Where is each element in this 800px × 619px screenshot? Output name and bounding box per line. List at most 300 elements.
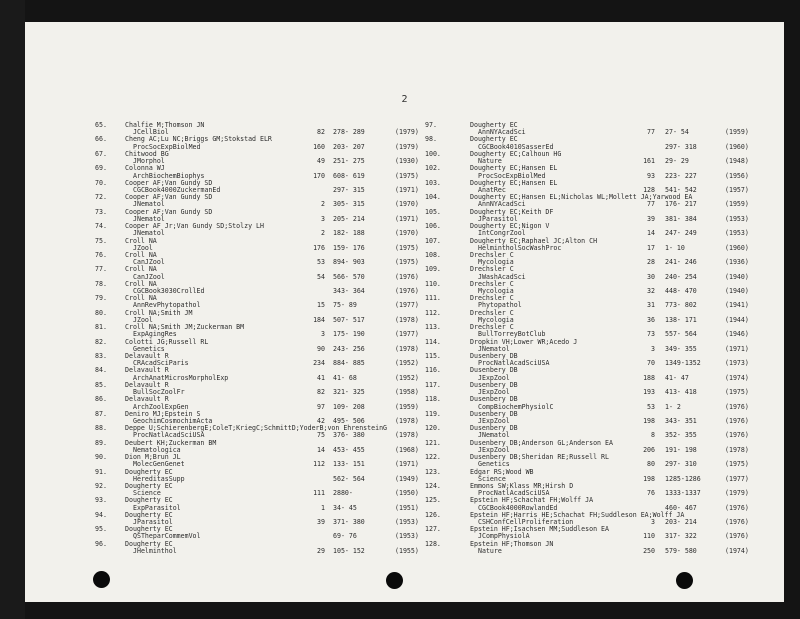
- reference-pages: 495- 506: [333, 416, 365, 425]
- reference-volume: 193: [643, 388, 655, 397]
- reference-authors: Drechsler C: [470, 279, 514, 288]
- reference-journal: JNematol: [133, 200, 165, 209]
- reference-number: 76.: [95, 250, 107, 259]
- reference-entry: [95, 440, 427, 454]
- reference-authors: Croll NA: [125, 250, 157, 259]
- reference-year: (1953): [725, 214, 749, 223]
- reference-year: (1978): [395, 416, 419, 425]
- reference-number: 120.: [425, 424, 441, 433]
- reference-number: 97.: [425, 121, 437, 129]
- reference-authors: Dusenbery DB: [470, 424, 518, 433]
- reference-pages: 41- 47: [665, 373, 689, 382]
- reference-volume: 49: [317, 157, 325, 166]
- reference-year: (1975): [395, 258, 419, 267]
- reference-entry: [95, 382, 427, 396]
- reference-year: (1953): [395, 532, 419, 541]
- reference-number: 100.: [425, 149, 441, 158]
- reference-pages: 557- 564: [665, 330, 697, 339]
- reference-entry: [425, 339, 757, 353]
- reference-authors: Deniro MJ;Epstein S: [125, 409, 201, 418]
- reference-pages: 773- 802: [665, 301, 697, 310]
- reference-authors: Emmons SW;Klass MR;Hirsh D: [470, 481, 574, 490]
- reference-volume: 3: [321, 330, 325, 339]
- reference-year: (1959): [725, 200, 749, 209]
- reference-volume: 8: [651, 431, 655, 440]
- reference-authors: Drechsler C: [470, 250, 514, 259]
- reference-entry: [425, 411, 757, 425]
- reference-pages: 205- 214: [333, 214, 365, 223]
- reference-number: 118.: [425, 395, 441, 404]
- reference-journal: AnnRevPhytopathol: [133, 301, 201, 310]
- reference-authors: Dougherty EC: [125, 467, 173, 476]
- reference-year: (1978): [395, 315, 419, 324]
- reference-authors: Dion M;Brun JL: [125, 453, 181, 462]
- reference-volume: 41: [317, 373, 325, 382]
- reference-journal: GeochimCosmochimActa: [133, 416, 213, 425]
- reference-authors: Chitwood BG: [125, 149, 169, 158]
- reference-entry: [95, 425, 427, 439]
- reference-journal: HereditasSupp: [133, 474, 185, 483]
- reference-pages: 1- 2: [665, 402, 681, 411]
- reference-entry: [95, 209, 427, 223]
- reference-volume: 206: [643, 445, 655, 454]
- reference-pages: 278- 289: [333, 128, 365, 137]
- reference-journal: ProcSocExpBiolMed: [133, 142, 201, 151]
- reference-journal: JZool: [133, 315, 153, 324]
- reference-entry: [95, 266, 427, 280]
- reference-entry: [425, 469, 757, 483]
- reference-pages: 349- 355: [665, 344, 697, 353]
- reference-journal: HelmintholSocWashProc: [478, 243, 562, 252]
- reference-pages: 566- 570: [333, 272, 365, 281]
- reference-journal: JNematol: [478, 431, 510, 440]
- reference-volume: 14: [317, 445, 325, 454]
- reference-entry: [95, 281, 427, 295]
- reference-volume: 2: [321, 200, 325, 209]
- reference-journal: Nematologica: [133, 445, 181, 454]
- reference-volume: 39: [647, 214, 655, 223]
- reference-volume: 39: [317, 518, 325, 526]
- reference-number: 126.: [425, 510, 441, 519]
- reference-year: (1940): [725, 272, 749, 281]
- reference-entry: [425, 194, 757, 208]
- reference-number: 96.: [95, 539, 107, 548]
- reference-pages: 562- 564: [333, 474, 365, 483]
- reference-pages: 41- 68: [333, 373, 357, 382]
- reference-pages: 138- 171: [665, 315, 697, 324]
- reference-volume: 53: [317, 258, 325, 267]
- reference-number: 70.: [95, 178, 107, 187]
- reference-number: 90.: [95, 453, 107, 462]
- reference-year: (1975): [395, 171, 419, 180]
- reference-authors: Croll NA: [125, 236, 157, 245]
- reference-number: 102.: [425, 164, 441, 173]
- reference-journal: JNematol: [133, 229, 165, 238]
- reference-entry: [95, 122, 427, 136]
- reference-number: 86.: [95, 395, 107, 404]
- reference-number: 112.: [425, 308, 441, 317]
- reference-journal: ArchBiochemBiophys: [133, 171, 205, 180]
- reference-number: 75.: [95, 236, 107, 245]
- reference-entry: [95, 194, 427, 208]
- reference-authors: Epstein HF;Isachsen MM;Suddleson EA: [470, 525, 609, 534]
- reference-journal: MolecGenGenet: [133, 460, 185, 469]
- reference-pages: 243- 256: [333, 344, 365, 353]
- reference-entry: [95, 151, 427, 165]
- reference-entry: [95, 353, 427, 367]
- reference-volume: 77: [647, 200, 655, 209]
- reference-authors: Dougherty EC: [125, 525, 173, 534]
- reference-number: 83.: [95, 352, 107, 360]
- punch-hole: [93, 571, 110, 588]
- reference-authors: Deppe U;SchierenbergE;ColeT;KriegC;SchmittD;YoderB;von EhrensteinG: [125, 424, 388, 433]
- reference-year: (1978): [725, 445, 749, 454]
- reference-pages: 1333-1337: [665, 489, 701, 498]
- reference-entry: [95, 541, 427, 555]
- reference-entry: [425, 382, 757, 396]
- reference-volume: 111: [313, 489, 325, 498]
- reference-authors: Dusenbery DB: [470, 352, 518, 360]
- reference-authors: Delavault R: [125, 380, 169, 389]
- reference-volume: 3: [651, 518, 655, 526]
- reference-number: 123.: [425, 467, 441, 476]
- reference-entry: [95, 324, 427, 338]
- reference-authors: Croll NA;Smith JM;Zuckerman BM: [125, 323, 245, 332]
- reference-volume: 76: [647, 489, 655, 498]
- reference-authors: Dougherty EC: [470, 135, 518, 144]
- reference-authors: Dougherty EC;Hansen EL;Nicholas WL;Mollett JA;Yarwood EA: [470, 193, 693, 202]
- reference-journal: Nature: [478, 546, 502, 555]
- reference-pages: 884- 885: [333, 359, 365, 368]
- reference-number: 115.: [425, 352, 441, 360]
- reference-year: (1975): [395, 243, 419, 252]
- reference-number: 85.: [95, 380, 107, 389]
- reference-pages: 343- 351: [665, 416, 697, 425]
- reference-entry: [425, 512, 757, 526]
- reference-volume: 70: [647, 359, 655, 368]
- reference-number: 124.: [425, 481, 441, 490]
- reference-authors: Croll NA: [125, 265, 157, 274]
- reference-journal: ExpParasitol: [133, 503, 181, 512]
- reference-pages: 1349-1352: [665, 359, 701, 368]
- reference-number: 106.: [425, 222, 441, 231]
- reference-volume: 2: [321, 229, 325, 238]
- reference-number: 77.: [95, 265, 107, 274]
- reference-volume: 17: [647, 243, 655, 252]
- reference-year: (1948): [725, 157, 749, 166]
- reference-pages: 376- 380: [333, 431, 365, 440]
- reference-volume: 234: [313, 359, 325, 368]
- reference-entry: [425, 497, 757, 511]
- reference-year: (1951): [395, 503, 419, 512]
- reference-journal: JCompPhysiolA: [478, 532, 530, 541]
- reference-number: 104.: [425, 193, 441, 202]
- reference-journal: CompBiochemPhysiolC: [478, 402, 554, 411]
- reference-year: (1944): [725, 315, 749, 324]
- reference-entry: [425, 136, 757, 150]
- reference-pages: 579- 580: [665, 546, 697, 555]
- reference-number: 93.: [95, 496, 107, 505]
- reference-number: 81.: [95, 323, 107, 332]
- reference-entry: [425, 310, 757, 324]
- reference-entry: [425, 541, 757, 555]
- reference-number: 108.: [425, 250, 441, 259]
- reference-authors: Cooper AF;Van Gundy SD: [125, 178, 213, 187]
- reference-journal: Nature: [478, 157, 502, 166]
- reference-journal: Genetics: [478, 460, 510, 469]
- reference-year: (1970): [395, 229, 419, 238]
- reference-authors: Cooper AF Jr;Van Gundy SD;Stolzy LH: [125, 222, 264, 231]
- reference-journal: Genetics: [133, 344, 165, 353]
- reference-number: 119.: [425, 409, 441, 418]
- reference-journal: JMorphol: [133, 157, 165, 166]
- reference-pages: 175- 190: [333, 330, 365, 339]
- reference-volume: 160: [313, 142, 325, 151]
- reference-authors: Croll NA: [125, 294, 157, 303]
- reference-volume: 3: [321, 214, 325, 223]
- reference-journal: Phytopathol: [478, 301, 522, 310]
- reference-volume: 82: [317, 128, 325, 137]
- reference-entry: [95, 165, 427, 179]
- reference-authors: Delavault R: [125, 395, 169, 404]
- reference-journal: ExpAgingRes: [133, 330, 177, 339]
- reference-entry: [425, 151, 757, 165]
- reference-authors: Epstein HF;Schachat FH;Wolff JA: [470, 496, 594, 505]
- reference-journal: JExpZool: [478, 373, 510, 382]
- reference-entry: [95, 310, 427, 324]
- reference-pages: 27- 54: [665, 128, 689, 137]
- reference-number: 105.: [425, 207, 441, 216]
- reference-authors: Croll NA: [125, 279, 157, 288]
- reference-journal: ProcNatlAcadSciUSA: [478, 359, 550, 368]
- reference-volume: 3: [651, 344, 655, 353]
- reference-entry: [95, 367, 427, 381]
- reference-authors: Dougherty EC;Keith DF: [470, 207, 554, 216]
- reference-year: (1976): [725, 503, 749, 512]
- reference-year: (1971): [395, 214, 419, 223]
- reference-pages: 29- 29: [665, 157, 689, 166]
- reference-volume: 170: [313, 171, 325, 180]
- reference-journal: Mycologia: [478, 315, 514, 324]
- reference-entry: [425, 324, 757, 338]
- reference-authors: Drechsler C: [470, 265, 514, 274]
- reference-number: 74.: [95, 222, 107, 231]
- reference-volume: 53: [647, 402, 655, 411]
- reference-number: 127.: [425, 525, 441, 534]
- reference-entry: [95, 512, 427, 526]
- reference-year: (1976): [725, 532, 749, 541]
- reference-journal: CGCBook4000RowlandEd: [478, 503, 558, 512]
- reference-journal: JHelminthol: [133, 546, 177, 555]
- reference-pages: 109- 208: [333, 402, 365, 411]
- reference-pages: 297- 310: [665, 460, 697, 469]
- reference-volume: 198: [643, 474, 655, 483]
- reference-authors: Dougherty EC;Nigon V: [470, 222, 550, 231]
- reference-pages: 371- 380: [333, 518, 365, 526]
- reference-year: (1959): [725, 128, 749, 137]
- reference-volume: 32: [647, 287, 655, 295]
- reference-journal: JParasitol: [133, 518, 173, 526]
- reference-number: 80.: [95, 308, 107, 317]
- document-page: [25, 22, 784, 602]
- reference-entry: [425, 122, 757, 136]
- reference-pages: 352- 355: [665, 431, 697, 440]
- reference-journal: JCellBiol: [133, 128, 169, 137]
- reference-year: (1960): [725, 142, 749, 151]
- reference-volume: 82: [317, 388, 325, 397]
- reference-entry: [425, 209, 757, 223]
- reference-journal: ProcNatlAcadSciUSA: [478, 489, 550, 498]
- reference-authors: Cheng AC;Lu NC;Briggs GM;Stokstad ELR: [125, 135, 272, 144]
- reference-journal: CGCBook4000ZuckermanEd: [133, 185, 221, 194]
- reference-year: (1978): [395, 431, 419, 440]
- reference-authors: Dougherty EC: [125, 481, 173, 490]
- reference-entry: [425, 483, 757, 497]
- reference-number: 65.: [95, 121, 107, 129]
- reference-authors: Dusenbery DB;Sheridan RE;Russell RL: [470, 453, 609, 462]
- reference-entry: [95, 223, 427, 237]
- reference-entry: [425, 425, 757, 439]
- reference-journal: JExpZool: [478, 416, 510, 425]
- reference-number: 109.: [425, 265, 441, 274]
- reference-number: 111.: [425, 294, 441, 303]
- reference-journal: BullTorreyBotClub: [478, 330, 546, 339]
- reference-number: 84.: [95, 366, 107, 375]
- reference-journal: JExpZool: [478, 388, 510, 397]
- reference-pages: 251- 275: [333, 157, 365, 166]
- reference-authors: Croll NA;Smith JM: [125, 308, 193, 317]
- reference-authors: Drechsler C: [470, 308, 514, 317]
- reference-authors: Drechsler C: [470, 294, 514, 303]
- reference-year: (1946): [725, 330, 749, 339]
- reference-authors: Dusenbery DB: [470, 366, 518, 375]
- reference-authors: Dusenbery DB: [470, 395, 518, 404]
- reference-year: (1953): [725, 229, 749, 238]
- reference-year: (1975): [725, 388, 749, 397]
- reference-authors: Deubert KH;Zuckerman BM: [125, 438, 217, 447]
- reference-journal: CSHConfCellProliferation: [478, 518, 574, 526]
- reference-number: 92.: [95, 481, 107, 490]
- reference-authors: Drechsler C: [470, 323, 514, 332]
- reference-entry: [425, 295, 757, 309]
- reference-volume: 15: [317, 301, 325, 310]
- reference-year: (1974): [725, 373, 749, 382]
- reference-journal: CRAcadSciParis: [133, 359, 189, 368]
- reference-entry: [95, 180, 427, 194]
- reference-journal: BullSocZoolFr: [133, 388, 185, 397]
- reference-volume: 176: [313, 243, 325, 252]
- scan-border: [0, 0, 25, 619]
- reference-entry: [425, 252, 757, 266]
- reference-pages: 34- 45: [333, 503, 357, 512]
- reference-pages: 608- 619: [333, 171, 365, 180]
- reference-volume: 42: [317, 416, 325, 425]
- reference-entry: [95, 469, 427, 483]
- reference-year: (1970): [395, 200, 419, 209]
- reference-number: 88.: [95, 424, 107, 433]
- reference-volume: 30: [647, 272, 655, 281]
- reference-year: (1979): [395, 142, 419, 151]
- reference-volume: 112: [313, 460, 325, 469]
- reference-number: 72.: [95, 193, 107, 202]
- reference-journal: CGCBook4010SasserEd: [478, 142, 554, 151]
- reference-pages: 321- 325: [333, 388, 365, 397]
- reference-volume: 14: [647, 229, 655, 238]
- reference-number: 98.: [425, 135, 437, 144]
- reference-column-left: [95, 122, 427, 555]
- reference-journal: JNematol: [478, 344, 510, 353]
- reference-year: (1971): [725, 344, 749, 353]
- reference-year: (1968): [395, 445, 419, 454]
- reference-journal: CGCBook3030CrollEd: [133, 287, 205, 295]
- reference-pages: 203- 214: [665, 518, 697, 526]
- reference-column-right: [425, 122, 757, 555]
- reference-entry: [95, 238, 427, 252]
- reference-volume: 90: [317, 344, 325, 353]
- reference-number: 66.: [95, 135, 107, 144]
- reference-pages: 247- 249: [665, 229, 697, 238]
- reference-authors: Colonna WJ: [125, 164, 165, 173]
- reference-journal: AnatRec: [478, 185, 506, 194]
- reference-pages: 240- 254: [665, 272, 697, 281]
- reference-pages: 343- 364: [333, 287, 365, 295]
- reference-number: 110.: [425, 279, 441, 288]
- reference-year: (1959): [395, 402, 419, 411]
- reference-volume: 31: [647, 301, 655, 310]
- reference-journal: Science: [133, 489, 161, 498]
- reference-year: (1952): [395, 373, 419, 382]
- reference-authors: Dougherty EC: [125, 539, 173, 548]
- reference-number: 79.: [95, 294, 107, 303]
- reference-year: (1957): [725, 185, 749, 194]
- reference-year: (1979): [725, 489, 749, 498]
- reference-journal: JNematol: [133, 214, 165, 223]
- reference-authors: Colotti JG;Russell RL: [125, 337, 209, 346]
- reference-authors: Dusenbery DB: [470, 409, 518, 418]
- reference-pages: 182- 188: [333, 229, 365, 238]
- reference-journal: JParasitol: [478, 214, 518, 223]
- reference-volume: 54: [317, 272, 325, 281]
- reference-number: 113.: [425, 323, 441, 332]
- reference-number: 114.: [425, 337, 441, 346]
- reference-journal: QSTheparCommemVol: [133, 532, 201, 541]
- reference-authors: Dougherty EC;Hansen EL: [470, 164, 558, 173]
- reference-year: (1956): [725, 171, 749, 180]
- reference-year: (1976): [395, 272, 419, 281]
- reference-pages: 133- 151: [333, 460, 365, 469]
- reference-pages: 176- 217: [665, 200, 697, 209]
- reference-number: 128.: [425, 539, 441, 548]
- reference-authors: Dropkin VH;Lower WR;Acedo J: [470, 337, 578, 346]
- reference-number: 91.: [95, 467, 107, 476]
- reference-entry: [95, 252, 427, 266]
- reference-entry: [425, 367, 757, 381]
- page-number: 2: [401, 94, 408, 105]
- reference-year: (1971): [395, 185, 419, 194]
- reference-pages: 894- 903: [333, 258, 365, 267]
- reference-authors: Dougherty EC: [470, 121, 518, 129]
- reference-entry: [425, 353, 757, 367]
- reference-year: (1958): [395, 388, 419, 397]
- reference-volume: 29: [317, 546, 325, 555]
- reference-authors: Dougherty EC: [125, 510, 173, 519]
- reference-authors: Dusenbery DB: [470, 380, 518, 389]
- reference-journal: CanJZool: [133, 272, 165, 281]
- reference-authors: Delavault R: [125, 366, 169, 375]
- reference-journal: ArchAnatMicrosMorpholExp: [133, 373, 229, 382]
- reference-volume: 28: [647, 258, 655, 267]
- reference-pages: 448- 470: [665, 287, 697, 295]
